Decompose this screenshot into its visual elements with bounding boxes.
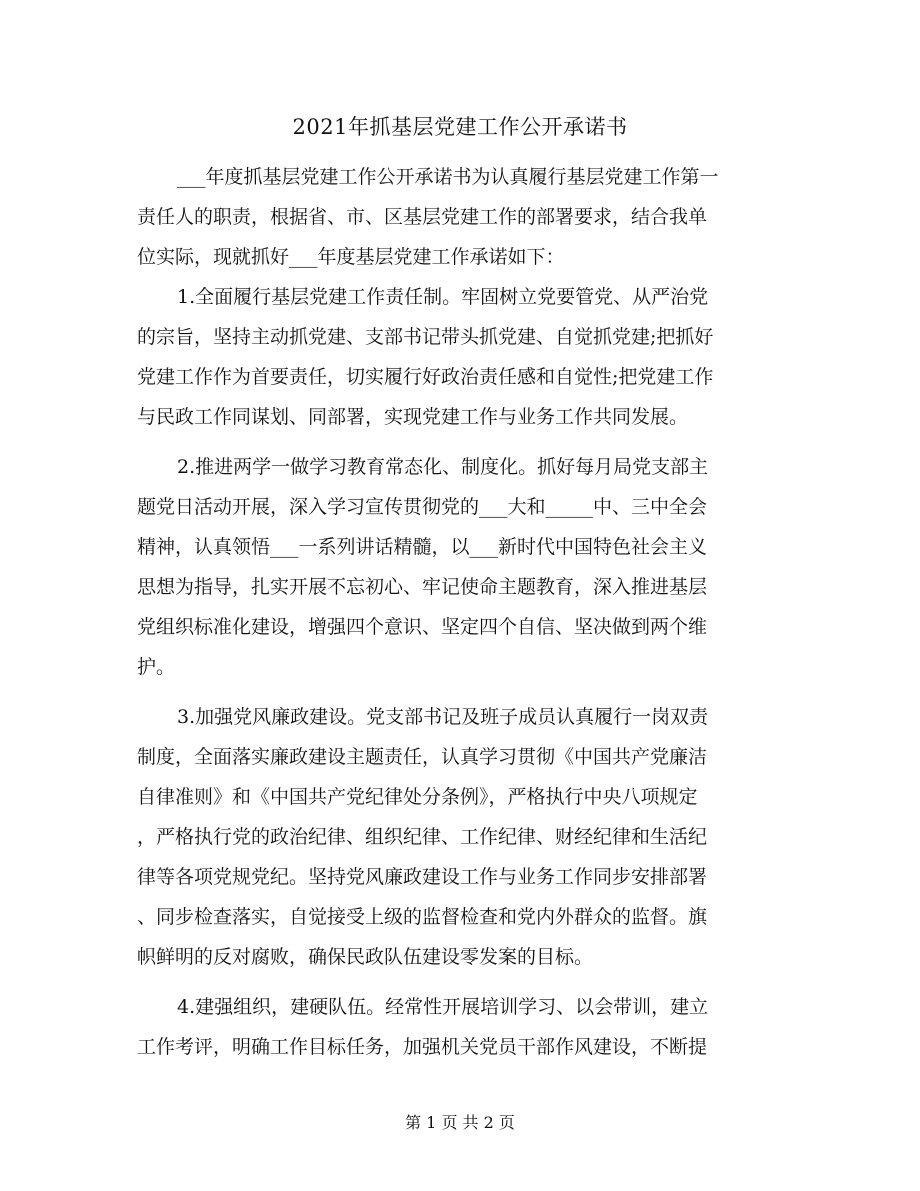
paragraph-line: 精神，认真领悟___一系列讲话精髓，以___新时代中国特色社会主义 bbox=[137, 536, 708, 558]
paragraph-line: 与民政工作同谋划、同部署，实现党建工作与业务工作共同发展。 bbox=[137, 406, 689, 428]
document-body bbox=[137, 157, 787, 1067]
paragraph-line: 3.加强党风廉政建设。党支部书记及班子成员认真履行一岗双责 bbox=[177, 706, 709, 728]
paragraph-line: 护。 bbox=[137, 656, 176, 678]
paragraph-line: 律等各项党规党纪。坚持党风廉政建设工作与业务工作同步安排部署 bbox=[137, 866, 708, 888]
commitment-paragraph-3 bbox=[137, 697, 787, 977]
document-title: 2021年抓基层党建工作公开承诺书 bbox=[292, 115, 628, 139]
paragraph-line: 思想为指导，扎实开展不忘初心、牢记使命主题教育，深入推进基层 bbox=[137, 576, 708, 598]
paragraph-line: 帜鲜明的反对腐败，确保民政队伍建设零发案的目标。 bbox=[137, 946, 594, 968]
paragraph-line: 党建工作作为首要责任，切实履行好政治责任感和自觉性;把党建工作 bbox=[137, 366, 714, 388]
commitment-paragraph-2 bbox=[137, 447, 787, 687]
paragraph-line: 制度，全面落实廉政建设主题责任，认真学习贯彻《中国共产党廉洁 bbox=[137, 746, 708, 768]
paragraph-line: 责任人的职责，根据省、市、区基层党建工作的部署要求，结合我单 bbox=[137, 206, 708, 228]
intro-paragraph bbox=[137, 157, 787, 277]
paragraph-line: 位实际，现就抓好___年度基层党建工作承诺如下： bbox=[137, 246, 565, 268]
paragraph-line: 2.推进两学一做学习教育常态化、制度化。抓好每月局党支部主 bbox=[177, 456, 709, 478]
paragraph-line: ___年度抓基层党建工作公开承诺书为认真履行基层党建工作第一 bbox=[177, 166, 719, 188]
paragraph-line: 党组织标准化建设，增强四个意识、坚定四个自信、坚决做到两个维 bbox=[137, 616, 708, 638]
paragraph-line: 1.全面履行基层党建工作责任制。牢固树立党要管党、从严治党 bbox=[177, 286, 709, 308]
paragraph-line: 4.建强组织，建硬队伍。经常性开展培训学习、以会带训，建立 bbox=[177, 996, 709, 1018]
paragraph-line: 题党日活动开展，深入学习宣传贯彻党的___大和_____中、三中全会 bbox=[137, 496, 708, 518]
paragraph-line: 的宗旨，坚持主动抓党建、支部书记带头抓党建、自觉抓党建;把抓好 bbox=[137, 326, 714, 348]
paragraph-line: 工作考评，明确工作目标任务，加强机关党员干部作风建设，不断提 bbox=[137, 1036, 708, 1058]
commitment-paragraph-4 bbox=[137, 987, 787, 1067]
page-footer: 第 1 页 共 2 页 bbox=[405, 1113, 515, 1132]
commitment-paragraph-1 bbox=[137, 277, 787, 437]
paragraph-line: 自律准则》和《中国共产党纪律处分条例》，严格执行中央八项规定 bbox=[137, 786, 698, 808]
paragraph-line: 、同步检查落实，自觉接受上级的监督检查和党内外群众的监督。旗 bbox=[137, 906, 708, 928]
paragraph-line: ，严格执行党的政治纪律、组织纪律、工作纪律、财经纪律和生活纪 bbox=[137, 826, 708, 848]
